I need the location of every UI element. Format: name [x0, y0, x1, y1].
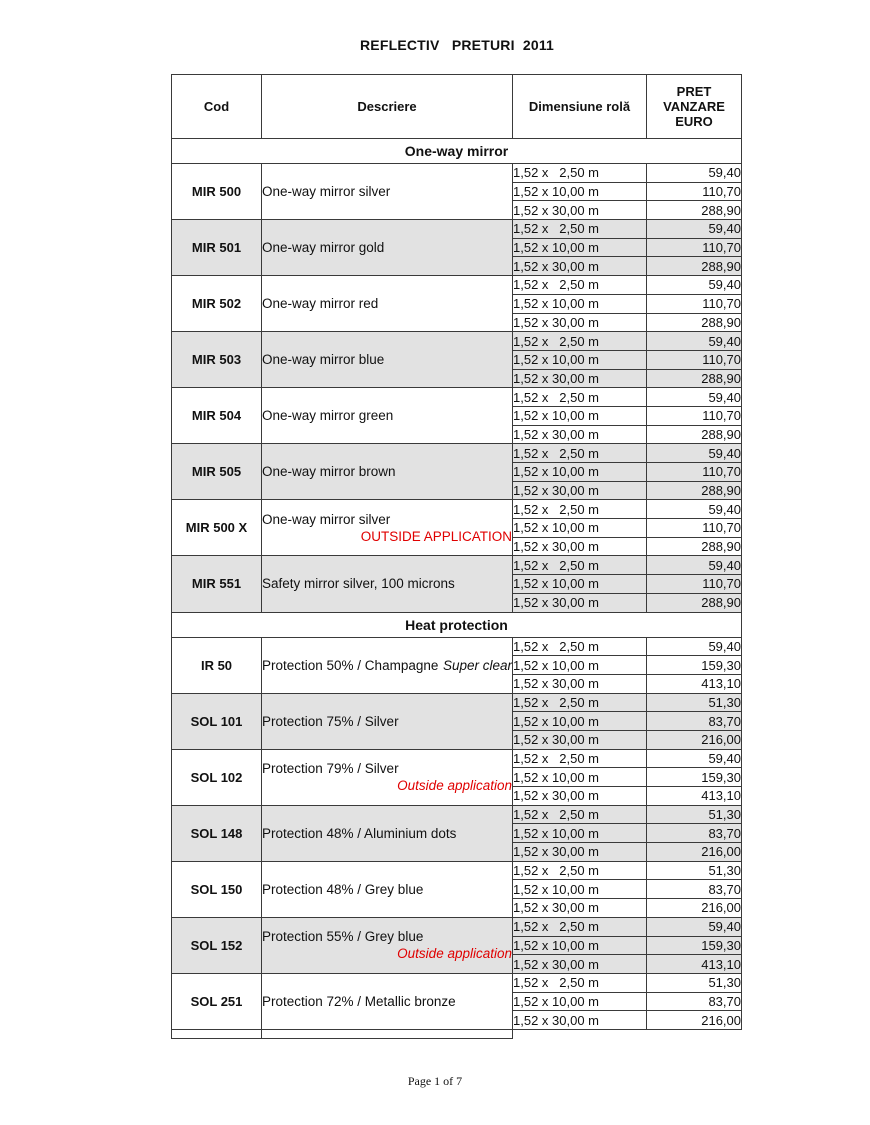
header-price-line: PRET — [676, 84, 712, 99]
header-dimension: Dimensiune rolă — [513, 75, 647, 139]
product-code: MIR 505 — [172, 444, 262, 500]
price-value: 51,30 — [647, 861, 742, 880]
section-row — [172, 139, 742, 164]
description-text: Safety mirror silver, 100 microns — [262, 576, 455, 592]
header-price-line: EURO — [675, 114, 713, 129]
roll-dimension: 1,52 x 30,00 m — [513, 257, 647, 276]
header-code: Cod — [172, 75, 262, 139]
description-note: Outside application — [397, 946, 512, 962]
roll-dimension: 1,52 x 30,00 m — [513, 313, 647, 332]
roll-dimension: 1,52 x 10,00 m — [513, 936, 647, 955]
roll-dimension: 1,52 x 10,00 m — [513, 880, 647, 899]
price-value: 288,90 — [647, 481, 742, 500]
header-description: Descriere — [262, 75, 513, 139]
table-row — [172, 332, 742, 351]
table-row — [172, 973, 742, 992]
price-value: 110,70 — [647, 238, 742, 257]
price-value: 51,30 — [647, 805, 742, 824]
price-value: 83,70 — [647, 880, 742, 899]
price-value: 83,70 — [647, 712, 742, 731]
table-row — [172, 388, 742, 407]
description-text: One-way mirror silver — [262, 511, 391, 527]
price-value: 110,70 — [647, 182, 742, 201]
section-row — [172, 612, 742, 637]
description-text: Protection 72% / Metallic bronze — [262, 993, 456, 1009]
page-footer: Page 1 of 7 — [407, 1074, 463, 1088]
description-text: One-way mirror silver — [262, 184, 391, 200]
roll-dimension: 1,52 x 10,00 m — [513, 406, 647, 425]
roll-dimension: 1,52 x 10,00 m — [513, 992, 647, 1011]
product-code: SOL 148 — [172, 805, 262, 861]
price-value: 59,40 — [647, 749, 742, 768]
price-value: 288,90 — [647, 257, 742, 276]
product-description — [262, 332, 513, 388]
price-value: 288,90 — [647, 369, 742, 388]
empty-cell — [262, 1029, 513, 1038]
description-text: One-way mirror brown — [262, 464, 396, 480]
description-note: Outside application — [397, 778, 512, 794]
roll-dimension: 1,52 x 30,00 m — [513, 899, 647, 918]
table-row — [172, 693, 742, 712]
product-code: MIR 502 — [172, 276, 262, 332]
price-value: 288,90 — [647, 425, 742, 444]
description-note: OUTSIDE APPLICATION — [360, 528, 512, 544]
empty-cell — [647, 1029, 742, 1038]
product-code: SOL 150 — [172, 861, 262, 917]
product-description — [262, 805, 513, 861]
price-value: 216,00 — [647, 899, 742, 918]
roll-dimension: 1,52 x 10,00 m — [513, 768, 647, 787]
table-row — [172, 444, 742, 463]
table-row — [172, 917, 742, 936]
product-code: MIR 500 — [172, 164, 262, 220]
roll-dimension: 1,52 x 2,50 m — [513, 805, 647, 824]
table-row — [172, 500, 742, 519]
empty-cell — [172, 1029, 262, 1038]
roll-dimension: 1,52 x 10,00 m — [513, 824, 647, 843]
product-description — [262, 220, 513, 276]
description-text: Protection 48% / Grey blue — [262, 881, 424, 897]
roll-dimension: 1,52 x 2,50 m — [513, 556, 647, 575]
roll-dimension: 1,52 x 2,50 m — [513, 917, 647, 936]
product-code: SOL 102 — [172, 749, 262, 805]
roll-dimension: 1,52 x 10,00 m — [513, 238, 647, 257]
price-value: 159,30 — [647, 768, 742, 787]
product-description — [262, 861, 513, 917]
price-value: 216,00 — [647, 730, 742, 749]
price-value: 59,40 — [647, 220, 742, 239]
product-code: SOL 101 — [172, 693, 262, 749]
roll-dimension: 1,52 x 2,50 m — [513, 861, 647, 880]
price-value: 159,30 — [647, 656, 742, 675]
table-row — [172, 164, 742, 183]
roll-dimension: 1,52 x 30,00 m — [513, 369, 647, 388]
table-row — [172, 220, 742, 239]
product-code: SOL 251 — [172, 973, 262, 1029]
price-value: 413,10 — [647, 955, 742, 974]
product-description — [262, 164, 513, 220]
price-value: 413,10 — [647, 787, 742, 806]
roll-dimension: 1,52 x 30,00 m — [513, 425, 647, 444]
product-description — [262, 749, 513, 805]
header-price — [647, 75, 742, 139]
roll-dimension: 1,52 x 30,00 m — [513, 481, 647, 500]
product-code: IR 50 — [172, 637, 262, 693]
roll-dimension: 1,52 x 10,00 m — [513, 575, 647, 594]
roll-dimension: 1,52 x 30,00 m — [513, 1011, 647, 1030]
table-row — [172, 749, 742, 768]
price-value: 83,70 — [647, 824, 742, 843]
description-text: Protection 75% / Silver — [262, 713, 399, 729]
roll-dimension: 1,52 x 10,00 m — [513, 519, 647, 538]
roll-dimension: 1,52 x 10,00 m — [513, 350, 647, 369]
table-body — [172, 139, 742, 1039]
price-value: 288,90 — [647, 313, 742, 332]
price-value: 59,40 — [647, 444, 742, 463]
product-description — [262, 500, 513, 556]
product-code: SOL 152 — [172, 917, 262, 973]
table-row — [172, 805, 742, 824]
description-text: Protection 48% / Aluminium dots — [262, 825, 457, 841]
description-text: Protection 55% / Grey blue — [262, 929, 424, 945]
price-value: 83,70 — [647, 992, 742, 1011]
description-text: One-way mirror red — [262, 296, 379, 312]
roll-dimension: 1,52 x 2,50 m — [513, 500, 647, 519]
price-value: 59,40 — [647, 500, 742, 519]
product-code: MIR 551 — [172, 556, 262, 612]
product-code: MIR 504 — [172, 388, 262, 444]
roll-dimension: 1,52 x 30,00 m — [513, 674, 647, 693]
roll-dimension: 1,52 x 2,50 m — [513, 388, 647, 407]
price-value: 59,40 — [647, 917, 742, 936]
section-title: One-way mirror — [172, 139, 742, 164]
header-price-line: VANZARE — [663, 99, 725, 114]
section-title: Heat protection — [172, 612, 742, 637]
price-value: 59,40 — [647, 276, 742, 295]
product-code: MIR 501 — [172, 220, 262, 276]
product-description — [262, 444, 513, 500]
roll-dimension: 1,52 x 10,00 m — [513, 656, 647, 675]
roll-dimension: 1,52 x 2,50 m — [513, 164, 647, 183]
product-code: MIR 500 X — [172, 500, 262, 556]
description-text: Protection 79% / Silver — [262, 761, 399, 777]
roll-dimension: 1,52 x 30,00 m — [513, 843, 647, 862]
product-description — [262, 973, 513, 1029]
description-text: Protection 50% / Champagne — [262, 657, 439, 673]
product-description — [262, 637, 513, 693]
product-description — [262, 276, 513, 332]
roll-dimension: 1,52 x 30,00 m — [513, 201, 647, 220]
price-value: 110,70 — [647, 575, 742, 594]
description-text: One-way mirror blue — [262, 352, 385, 368]
price-value: 110,70 — [647, 463, 742, 482]
roll-dimension: 1,52 x 30,00 m — [513, 955, 647, 974]
roll-dimension: 1,52 x 30,00 m — [513, 787, 647, 806]
product-description — [262, 917, 513, 973]
table-bottom-row — [172, 1029, 742, 1038]
product-description — [262, 388, 513, 444]
table-row — [172, 556, 742, 575]
roll-dimension: 1,52 x 2,50 m — [513, 444, 647, 463]
price-value: 288,90 — [647, 593, 742, 612]
product-description — [262, 556, 513, 612]
description-note: Super clear — [442, 657, 512, 673]
roll-dimension: 1,52 x 30,00 m — [513, 537, 647, 556]
roll-dimension: 1,52 x 10,00 m — [513, 294, 647, 313]
price-value: 59,40 — [647, 332, 742, 351]
roll-dimension: 1,52 x 2,50 m — [513, 749, 647, 768]
price-value: 51,30 — [647, 693, 742, 712]
price-value: 59,40 — [647, 556, 742, 575]
empty-cell — [513, 1029, 647, 1038]
price-value: 59,40 — [647, 388, 742, 407]
table-row — [172, 637, 742, 656]
page-title: REFLECTIV PRETURI 2011 — [359, 37, 555, 53]
table-row — [172, 861, 742, 880]
product-code: MIR 503 — [172, 332, 262, 388]
description-text: One-way mirror green — [262, 408, 394, 424]
price-value: 159,30 — [647, 936, 742, 955]
description-text: One-way mirror gold — [262, 240, 385, 256]
product-description — [262, 693, 513, 749]
roll-dimension: 1,52 x 2,50 m — [513, 637, 647, 656]
roll-dimension: 1,52 x 2,50 m — [513, 973, 647, 992]
price-value: 288,90 — [647, 201, 742, 220]
roll-dimension: 1,52 x 10,00 m — [513, 463, 647, 482]
roll-dimension: 1,52 x 30,00 m — [513, 730, 647, 749]
table-header-row — [172, 75, 742, 139]
roll-dimension: 1,52 x 2,50 m — [513, 332, 647, 351]
roll-dimension: 1,52 x 2,50 m — [513, 220, 647, 239]
price-value: 110,70 — [647, 294, 742, 313]
price-value: 110,70 — [647, 350, 742, 369]
price-value: 288,90 — [647, 537, 742, 556]
price-value: 110,70 — [647, 519, 742, 538]
price-value: 216,00 — [647, 843, 742, 862]
price-value: 59,40 — [647, 164, 742, 183]
price-table — [171, 74, 742, 1039]
roll-dimension: 1,52 x 2,50 m — [513, 276, 647, 295]
price-value: 413,10 — [647, 674, 742, 693]
price-value: 51,30 — [647, 973, 742, 992]
roll-dimension: 1,52 x 10,00 m — [513, 712, 647, 731]
roll-dimension: 1,52 x 2,50 m — [513, 693, 647, 712]
price-value: 110,70 — [647, 406, 742, 425]
price-value: 216,00 — [647, 1011, 742, 1030]
roll-dimension: 1,52 x 10,00 m — [513, 182, 647, 201]
table-row — [172, 276, 742, 295]
price-value: 59,40 — [647, 637, 742, 656]
roll-dimension: 1,52 x 30,00 m — [513, 593, 647, 612]
